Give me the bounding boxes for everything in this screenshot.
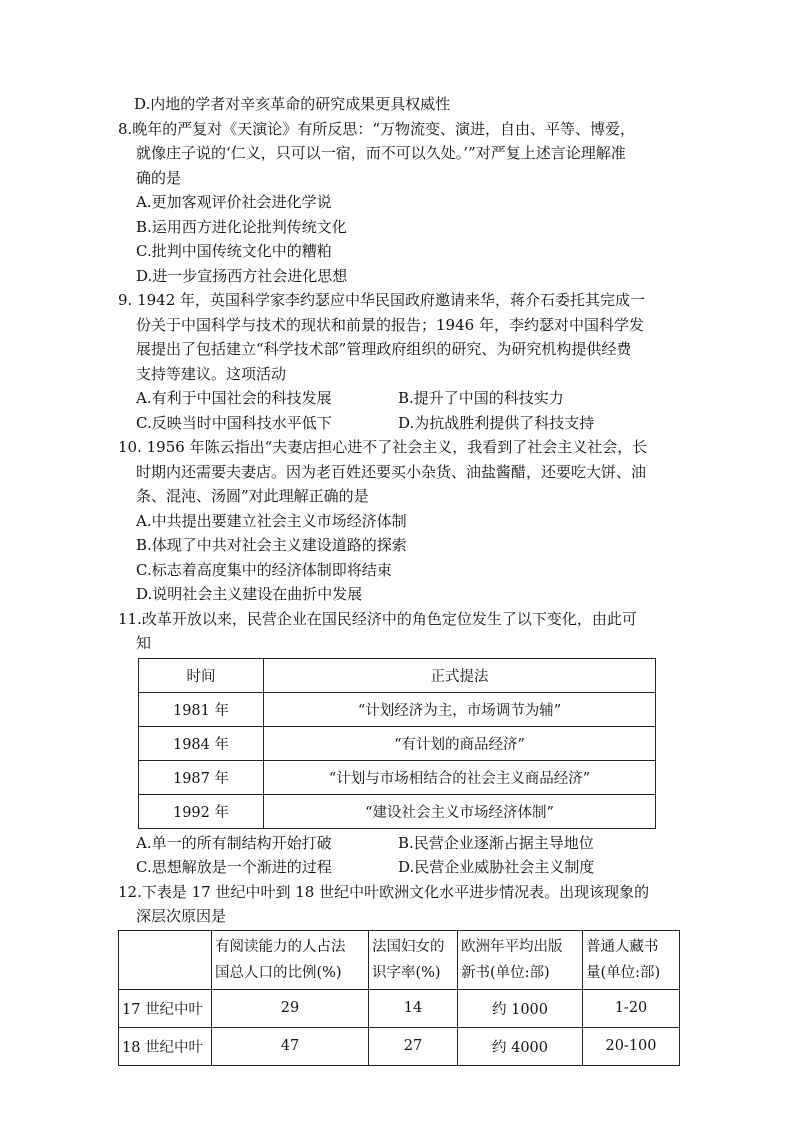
- q8-stem-line-1: 8.晚年的严复对《天演论》有所反思：“万物流变、演进，自由、平等、博爱，: [118, 119, 635, 138]
- q9-option-d: D.为抗战胜利提供了科技支持: [398, 413, 595, 432]
- q12-cell-books: 约 4000: [458, 1027, 583, 1065]
- q11-table: [138, 658, 656, 829]
- q7-option-d: D.内地的学者对辛亥革命的研究成果更具权威性: [134, 95, 451, 113]
- q11-cell-statement: “计划与市场相结合的社会主义商品经济”: [264, 760, 656, 794]
- exam-page: [118, 92, 678, 1066]
- q10-option-b: B.体现了中共对社会主义建设道路的探索: [136, 536, 407, 554]
- q11-table-header: [139, 658, 656, 692]
- q12-header-literacy-line-2: 识字率(%): [372, 964, 441, 981]
- q12-cell-collection: 1-20: [583, 989, 680, 1027]
- q11-cell-statement: “计划经济为主，市场调节为辅”: [264, 692, 656, 726]
- q9-stem-line-3: 展提出了包括建立“科学技术部”管理政府组织的研究、为研究机构提供经费: [136, 340, 632, 358]
- q10-stem-line-1: 10. 1956 年陈云指出“夫妻店担心进不了社会主义，我看到了社会主义社会，长: [118, 438, 648, 456]
- q12-cell-literacy: 14: [369, 989, 458, 1027]
- question-11: [118, 607, 678, 880]
- q12-header-books-published: [458, 930, 583, 989]
- q12-stem-line-2: 深层次原因是: [136, 907, 227, 925]
- q11-cell-statement: “建设社会主义市场经济体制”: [264, 794, 656, 828]
- q12-cell-collection: 20-100: [583, 1027, 680, 1065]
- table-row: [119, 1027, 680, 1065]
- q11-stem-line-1: 11.改革开放以来，民营企业在国民经济中的角色定位发生了以下变化，由此可: [118, 609, 637, 628]
- q8-option-d: D.进一步宣扬西方社会进化思想: [136, 266, 348, 285]
- question-12: [118, 880, 678, 1066]
- question-10: [118, 435, 678, 607]
- q11-options-row-1: [118, 831, 678, 856]
- question-8: [118, 117, 678, 289]
- q8-option-b: B.运用西方进化论批判传统文化: [136, 217, 347, 236]
- q11-cell-year: 1987 年: [139, 760, 264, 794]
- q8-stem-line-3: 确的是: [136, 168, 182, 187]
- q9-stem-line-2: 份关于中国科学与技术的现状和前景的报告；1946 年，李约瑟对中国科学发: [136, 315, 644, 334]
- q12-cell-literacy: 27: [369, 1027, 458, 1065]
- q11-option-a: A.单一的所有制结构开始打破: [136, 833, 332, 852]
- table-row: [139, 794, 656, 828]
- q10-option-a: A.中共提出要建立社会主义市场经济体制: [136, 511, 407, 530]
- q12-header-empty: [119, 930, 212, 989]
- q11-option-b: B.民营企业逐渐占据主导地位: [398, 833, 594, 852]
- q12-header-collection-line-2: 量(单位:部): [586, 964, 661, 981]
- table-row: [139, 692, 656, 726]
- q11-option-c: C.思想解放是一个渐进的过程: [136, 858, 332, 876]
- q11-header-time: 时间: [139, 658, 264, 692]
- q11-cell-statement: “有计划的商品经济”: [264, 726, 656, 760]
- q12-header-collection: [583, 930, 680, 989]
- q9-options-row-2: [118, 411, 678, 436]
- q8-option-a: A.更加客观评价社会进化学说: [136, 193, 332, 211]
- q12-cell-period: 17 世纪中叶: [119, 989, 212, 1027]
- q12-header-reading-ratio-line-1: 有阅读能力的人占法: [215, 938, 346, 955]
- q9-stem-line-4: 支持等建议。这项活动: [136, 364, 287, 383]
- q11-stem-line-2: 知: [136, 634, 152, 652]
- q12-cell-reading-ratio: 47: [212, 1027, 369, 1065]
- q12-cell-books: 约 1000: [458, 989, 583, 1027]
- q9-stem-line-1: 9. 1942 年，英国科学家李约瑟应中华民国政府邀请来华，蒋介石委托其完成一: [118, 291, 646, 309]
- q10-stem-line-2: 时期内还需要夫妻店。因为老百姓还要买小杂货、油盐酱醋，还要吃大饼、油: [136, 462, 647, 481]
- q9-option-b: B.提升了中国的科技实力: [398, 389, 564, 407]
- q12-header-literacy-line-1: 法国妇女的: [372, 938, 445, 955]
- q11-header-statement: 正式提法: [264, 658, 656, 692]
- q12-header-books-line-1: 欧洲年平均出版: [461, 938, 563, 955]
- q9-option-c: C.反映当时中国科技水平低下: [136, 413, 332, 432]
- q12-stem-line-1: 12.下表是 17 世纪中叶到 18 世纪中叶欧洲文化水平进步情况表。出现该现象的: [118, 882, 650, 901]
- q12-header-collection-line-1: 普通人藏书: [586, 938, 659, 955]
- q12-table: [118, 930, 680, 1066]
- table-row: [139, 726, 656, 760]
- q11-option-d: D.民营企业威胁社会主义制度: [398, 858, 595, 876]
- q12-header-literacy: [369, 930, 458, 989]
- q12-header-reading-ratio-line-2: 国总人口的比例(%): [215, 964, 342, 981]
- question-9: [118, 288, 678, 435]
- q10-option-d: D.说明社会主义建设在曲折中发展: [136, 585, 363, 603]
- q8-option-c: C.批判中国传统文化中的糟粕: [136, 242, 332, 260]
- q9-options-row-1: [118, 386, 678, 411]
- q12-table-header: [119, 930, 680, 989]
- q8-stem-line-2: 就像庄子说的‘仁义，只可以一宿，而不可以久处。’”对严复上述言论理解准: [136, 144, 626, 162]
- q11-cell-year: 1981 年: [139, 692, 264, 726]
- q9-option-a: A.有利于中国社会的科技发展: [136, 389, 332, 407]
- q11-options-row-2: [118, 855, 678, 880]
- q11-cell-year: 1992 年: [139, 794, 264, 828]
- table-row: [119, 989, 680, 1027]
- q10-option-c: C.标志着高度集中的经济体制即将结束: [136, 560, 392, 579]
- q10-stem-line-3: 条、混沌、汤圆”对此理解正确的是: [136, 487, 369, 505]
- q12-cell-period: 18 世纪中叶: [119, 1027, 212, 1065]
- q11-cell-year: 1984 年: [139, 726, 264, 760]
- q12-cell-reading-ratio: 29: [212, 989, 369, 1027]
- q12-header-books-line-2: 新书(单位:部): [461, 964, 550, 981]
- q12-header-reading-ratio: [212, 930, 369, 989]
- table-row: [139, 760, 656, 794]
